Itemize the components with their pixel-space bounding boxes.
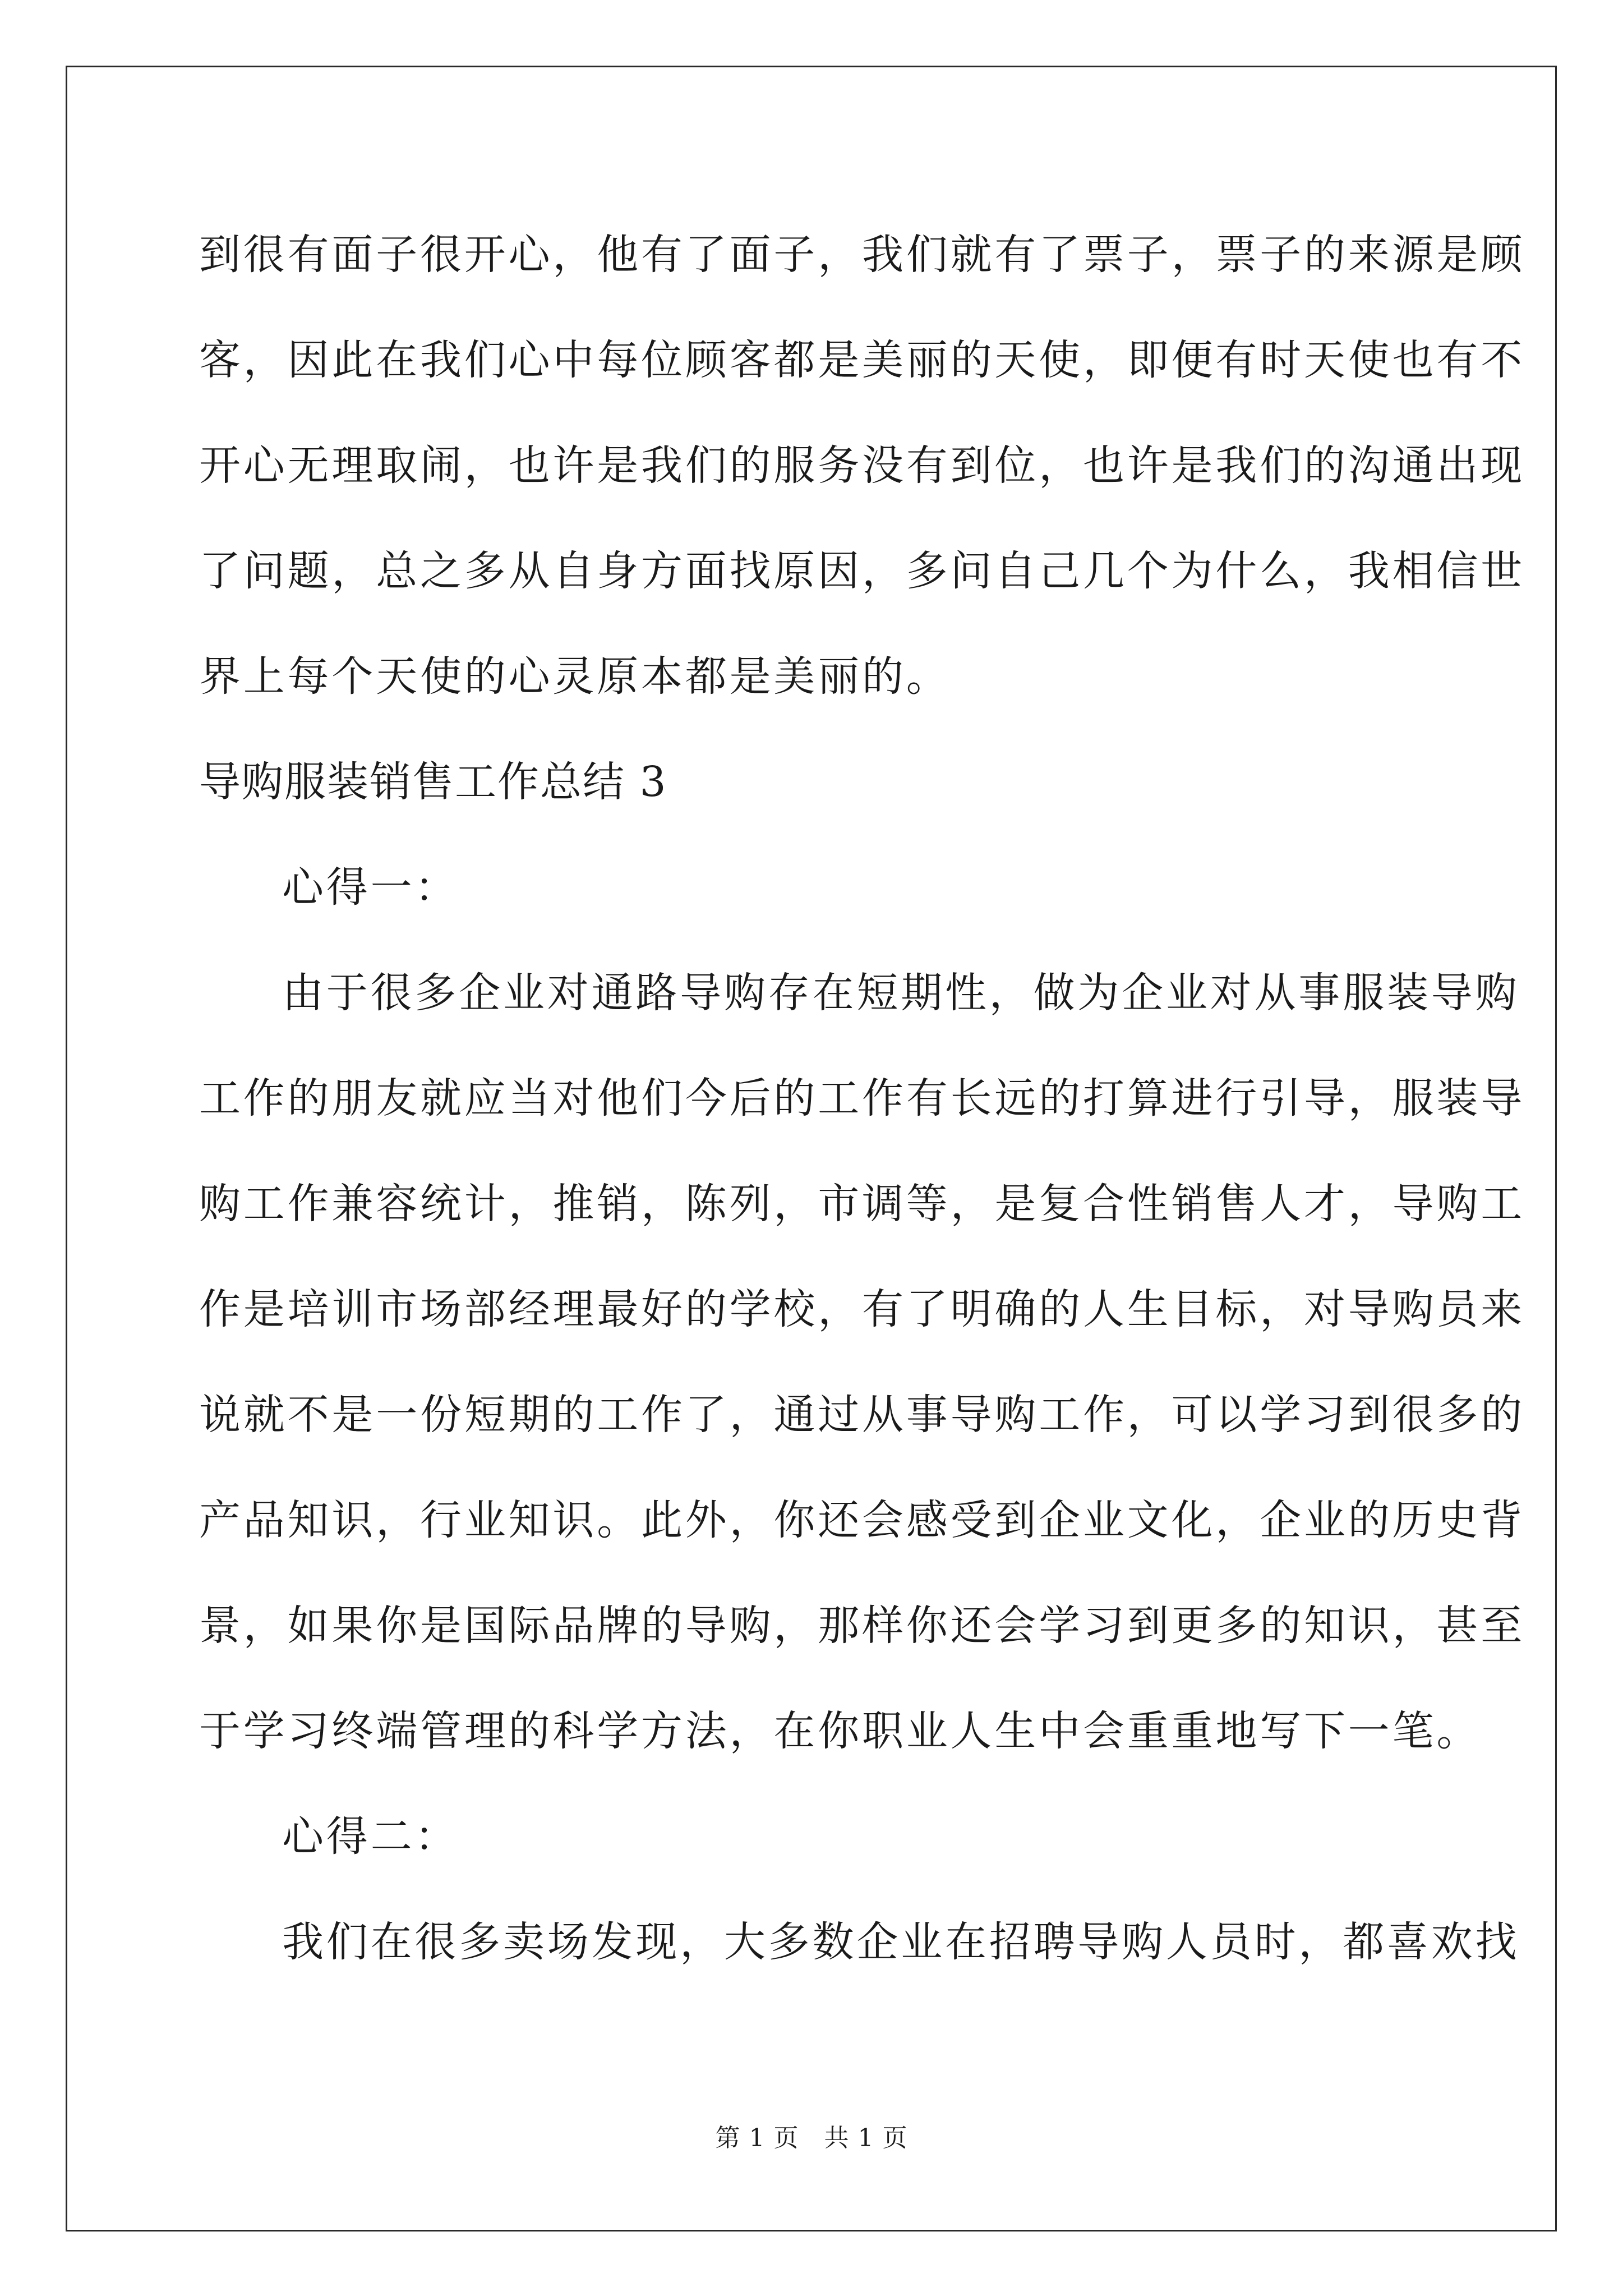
paragraph-line: 开心无理取闹，也许是我们的服务没有到位，也许是我们的沟通出现	[199, 441, 1525, 490]
subheading: 心得二：	[282, 1812, 459, 1861]
paragraph-line: 了问题，总之多从自身方面找原因，多问自己几个为什么，我相信世	[199, 547, 1525, 595]
paragraph-line: 景，如果你是国际品牌的导购，那样你还会学习到更多的知识，甚至	[199, 1602, 1525, 1650]
page-footer: 第 1 页 共 1 页	[715, 2124, 908, 2152]
paragraph-line: 由于很多企业对通路导购存在短期性，做为企业对从事服装导购	[282, 969, 1520, 1017]
paragraph-line: 我们在很多卖场发现，大多数企业在招聘导购人员时，都喜欢找	[282, 1918, 1520, 1966]
paragraph-line: 购工作兼容统计，推销，陈列，市调等，是复合性销售人才，导购工	[199, 1180, 1525, 1228]
paragraph-line: 说就不是一份短期的工作了，通过从事导购工作，可以学习到很多的	[199, 1391, 1525, 1439]
paragraph-line: 界上每个天使的心灵原本都是美丽的。	[199, 652, 951, 701]
paragraph-line: 到很有面子很开心，他有了面子，我们就有了票子，票子的来源是顾	[199, 231, 1525, 279]
paragraph-line: 于学习终端管理的科学方法，在你职业人生中会重重地写下一笔。	[199, 1707, 1481, 1755]
paragraph-line: 客，因此在我们心中每位顾客都是美丽的天使，即便有时天使也有不	[199, 336, 1525, 384]
section-heading: 导购服装销售工作总结 3	[199, 758, 667, 806]
paragraph-line: 工作的朋友就应当对他们今后的工作有长远的打算进行引导，服装导	[199, 1074, 1525, 1122]
paragraph-line: 产品知识，行业知识。此外，你还会感受到企业文化，企业的历史背	[199, 1496, 1525, 1544]
subheading: 心得一：	[282, 863, 459, 912]
paragraph-line: 作是培训市场部经理最好的学校，有了明确的人生目标，对导购员来	[199, 1285, 1525, 1333]
document-body	[199, 202, 1525, 1995]
